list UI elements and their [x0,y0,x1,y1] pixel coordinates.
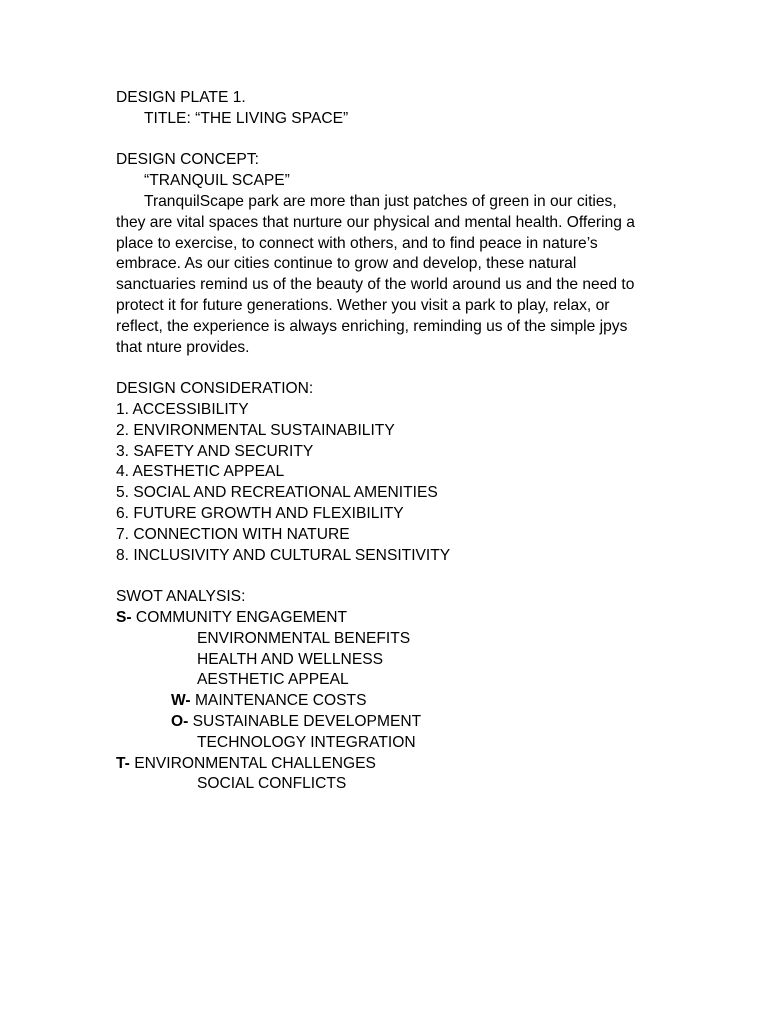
swot-weakness-item: MAINTENANCE COSTS [190,692,367,710]
design-title: TITLE: “THE LIVING SPACE” [144,109,349,127]
consideration-item: 5. SOCIAL AND RECREATIONAL AMENITIES [116,484,438,502]
consideration-item: 8. INCLUSIVITY AND CULTURAL SENSITIVITY [116,546,451,564]
spacer [116,358,656,379]
consideration-item: 2. ENVIRONMENTAL SUSTAINABILITY [116,421,395,439]
design-concept-paragraph: TranquilScape park are more than just patches of green in our cities, they are vital spaces that nurture our physical and mental health. Offering a place to exercise, to connect with others, and to find peace in nature’s embrace. As our cities continue to grow and develop, these natural sanctuaries remind us of the beauty of the world around us and the need to protect it for future generations. Wether you visit a park to play, relax, or reflect, the experience is always enriching, reminding us of the simple jpys that nture provides. [116,192,635,356]
consideration-item: 7. CONNECTION WITH NATURE [116,525,350,543]
design-concept-name: “TRANQUIL SCAPE” [144,172,290,190]
swot-strength-item: HEALTH AND WELLNESS [197,650,384,668]
swot-strength-item: AESTHETIC APPEAL [197,671,349,689]
design-plate-heading: DESIGN PLATE 1. [116,89,246,106]
design-concept-heading: DESIGN CONCEPT: [116,151,259,169]
swot-heading: SWOT ANALYSIS: [116,588,246,606]
swot-strength-item: ENVIRONMENTAL BENEFITS [197,629,411,647]
document-body [116,88,656,795]
swot-strengths-line [116,608,656,629]
swot-weaknesses-letter: W- [171,692,191,710]
swot-threats-line [116,754,656,775]
swot-opportunities-line [116,712,656,733]
swot-opportunity-item: TECHNOLOGY INTEGRATION [197,733,416,751]
swot-threat-item: SOCIAL CONFLICTS [197,775,347,793]
consideration-item: 4. AESTHETIC APPEAL [116,463,285,481]
swot-strength-item: COMMUNITY ENGAGEMENT [131,608,348,626]
swot-opportunity-item: SUSTAINABLE DEVELOPMENT [188,712,422,730]
consideration-item: 6. FUTURE GROWTH AND FLEXIBILITY [116,504,404,522]
consideration-item: 1. ACCESSIBILITY [116,400,249,418]
swot-opportunities-letter: O- [171,712,189,730]
design-consideration-heading: DESIGN CONSIDERATION: [116,380,314,398]
consideration-item: 3. SAFETY AND SECURITY [116,442,314,460]
spacer [116,130,656,151]
swot-strengths-letter: S- [116,608,132,626]
swot-weaknesses-line [116,691,656,712]
swot-threat-item: ENVIRONMENTAL CHALLENGES [129,754,376,772]
spacer [116,566,656,587]
swot-threats-letter: T- [116,754,130,772]
